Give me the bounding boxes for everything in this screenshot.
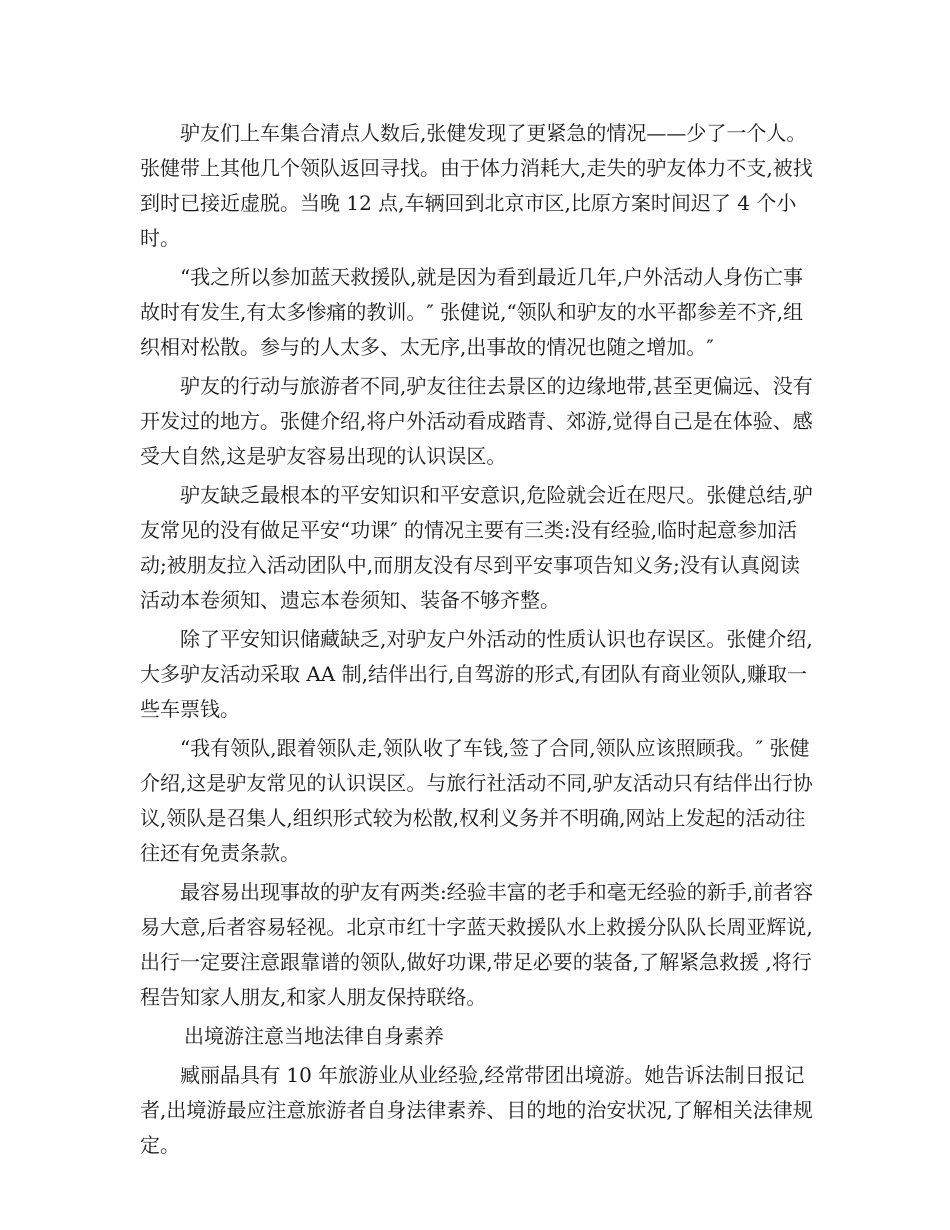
paragraph-2: “我之所以参加蓝天救援队,就是因为看到最近几年,户外活动人身伤亡事故时有发生,有太多惨痛的教训。″ 张健说,“领队和驴友的水平都参差不齐,组织相对松散。参与的人太多、太无序,出事故的情况也随之增加。″	[140, 265, 804, 359]
paragraph-3: 驴友的行动与旅游者不同,驴友往往去景区的边缘地带,甚至更偏远、没有开发过的地方。张健介绍,将户外活动看成踏青、郊游,觉得自己是在体验、感受大自然,这是驴友容易出现的认识误区。	[140, 374, 813, 468]
paragraph-7: 最容易出现事故的驴友有两类:经验丰富的老手和毫无经验的新手,前者容易大意,后者容易轻视。北京市红十字蓝天救援队水上救援分队队长周亚辉说,出行一定要注意跟靠谱的领队,做好功课,带足必要的装备,了解紧急救援 ,将行程告知家人朋友,和家人朋友保持联络。	[140, 880, 814, 1009]
paragraph-1: 驴友们上车集合清点人数后,张健发现了更紧急的情况——少了一个人。张健带上其他几个领队返回寻找。由于体力消耗大,走失的驴友体力不支,被找到时已接近虚脱。当晚 12 点,车辆回到北京市区,比原方案时间迟了 4 个小时。	[140, 121, 813, 250]
paragraph-8: 臧丽晶具有 10 年旅游业从业经验,经常带团出境游。她告诉法制日报记者,出境游最应注意旅游者自身法律素养、目的地的治安状况,了解相关法律规定。	[140, 1063, 813, 1157]
paragraph-5: 除了平安知识储藏缺乏,对驴友户外活动的性质认识也存误区。张健介绍,大多驴友活动采取 AA 制,结伴出行,自驾游的形式,有团队有商业领队,赚取一些车票钱。	[140, 627, 813, 721]
paragraph-4: 驴友缺乏最根本的平安知识和平安意识,危险就会近在咫尺。张健总结,驴友常见的没有做足平安“功课″ 的情况主要有三类:没有经验,临时起意参加活动;被朋友拉入活动团队中,而朋友没有尽到平安事项告知义务;没有认真阅读活动本卷须知、遗忘本卷须知、装备不够齐整。	[140, 483, 813, 612]
document-body	[140, 116, 815, 1167]
paragraph-6: “我有领队,跟着领队走,领队收了车钱,签了合同,领队应该照顾我。″ 张健介绍,这是驴友常见的认识误区。与旅行社活动不同,驴友活动只有结伴出行协议,领队是召集人,组织形式较为松散,权利义务并不明确,网站上发起的活动往往还有免责条款。	[140, 736, 813, 865]
section-heading: 出境游注意当地法律自身素养	[184, 1024, 444, 1048]
